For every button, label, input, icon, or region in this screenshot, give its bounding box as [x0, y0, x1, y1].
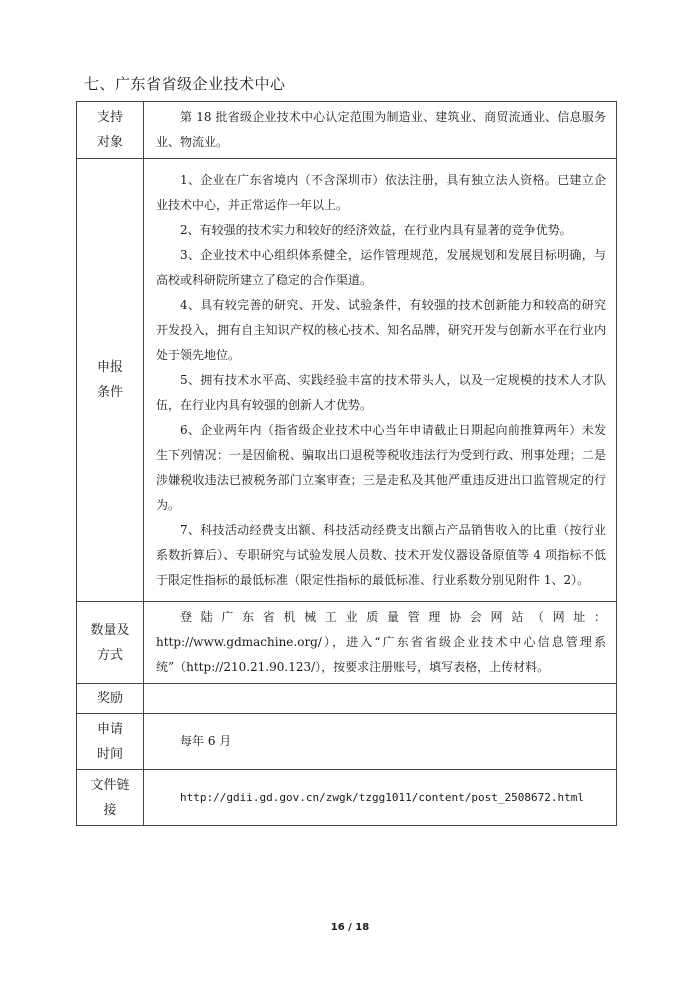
content-conditions [144, 159, 617, 602]
content-reward [144, 684, 617, 714]
label-line: 对象 [96, 135, 123, 150]
label-time [77, 714, 144, 770]
time-text: 每年 6 月 [180, 734, 232, 748]
label-line: 条件 [96, 385, 123, 400]
label-method [77, 602, 144, 684]
section-heading: 七、广东省省级企业技术中心 [84, 75, 286, 93]
label-line: 时间 [96, 746, 123, 762]
label-line: 申报 [96, 360, 123, 375]
row-support [77, 102, 617, 159]
label-line: 支持 [96, 110, 123, 125]
row-conditions [77, 159, 617, 602]
info-table [76, 101, 617, 826]
row-link [77, 770, 617, 826]
row-reward [77, 684, 617, 714]
condition-item: 1、企业在广东省境内（不含深圳市）依法注册，具有独立法人资格。已建立企业技术中心，并正常运作一年以上。 [156, 172, 606, 212]
label-line: 数量及 [90, 622, 130, 638]
page-number: 16 / 18 [330, 922, 370, 933]
label-conditions [77, 159, 144, 602]
content-method [144, 602, 617, 684]
content-link [144, 770, 617, 826]
condition-item: 6、企业两年内（指省级企业技术中心当年申请截止日期起向前推算两年）未发生下列情况：一是因偷税、骗取出口退税等税收违法行为受到行政、刑事处理；二是涉嫌税收违法已被税务部门立案审查；三是走私及其他严重违反进出口监管规定的行为。 [156, 422, 606, 512]
row-time [77, 714, 617, 770]
label-line: 奖励 [96, 691, 123, 706]
method-text: 登陆广东省机械工业质量管理协会网站（网址：http://www.gdmachine.org/），进入“广东省省级企业技术中心信息管理系统”（http://210.21.90.123/），按要求注册账号，填写表格，上传材料。 [156, 610, 606, 674]
condition-item: 4、具有较完善的研究、开发、试验条件，有较强的技术创新能力和较高的研究开发投入，拥有自主知识产权的核心技术、知名品牌，研究开发与创新水平在行业内处于领先地位。 [156, 297, 606, 362]
label-support [77, 102, 144, 159]
condition-item: 5、拥有技术水平高、实践经验丰富的技术带头人，以及一定规模的技术人才队伍，在行业内具有较强的创新人才优势。 [156, 372, 606, 412]
label-line: 申请 [96, 721, 123, 737]
condition-item: 7、科技活动经费支出额、科技活动经费支出额占产品销售收入的比重（按行业系数折算后）、专职研究与试验发展人员数、技术开发仪器设备原值等 4 项指标不低于限定性指标的最低标准（限定性指标的最低标准、行业系数分别见附件 1、2）。 [156, 522, 606, 587]
label-line: 文件链 [90, 777, 130, 793]
content-time [144, 714, 617, 770]
support-text: 第 18 批省级企业技术中心认定范围为制造业、建筑业、商贸流通业、信息服务业、物流业。 [156, 110, 606, 149]
condition-item: 3、企业技术中心组织体系健全，运作管理规范，发展规划和发展目标明确，与高校或科研院所建立了稳定的合作渠道。 [156, 247, 606, 287]
label-link [77, 770, 144, 826]
document-link[interactable]: http://gdii.gd.gov.cn/zwgk/tzgg1011/content/post_2508672.html [180, 791, 584, 804]
content-support [144, 102, 617, 159]
label-line: 方式 [96, 647, 123, 663]
label-line: 接 [103, 802, 117, 818]
row-method [77, 602, 617, 684]
condition-item: 2、有较强的技术实力和较好的经济效益，在行业内具有显著的竞争优势。 [180, 222, 572, 237]
label-reward [77, 684, 144, 714]
